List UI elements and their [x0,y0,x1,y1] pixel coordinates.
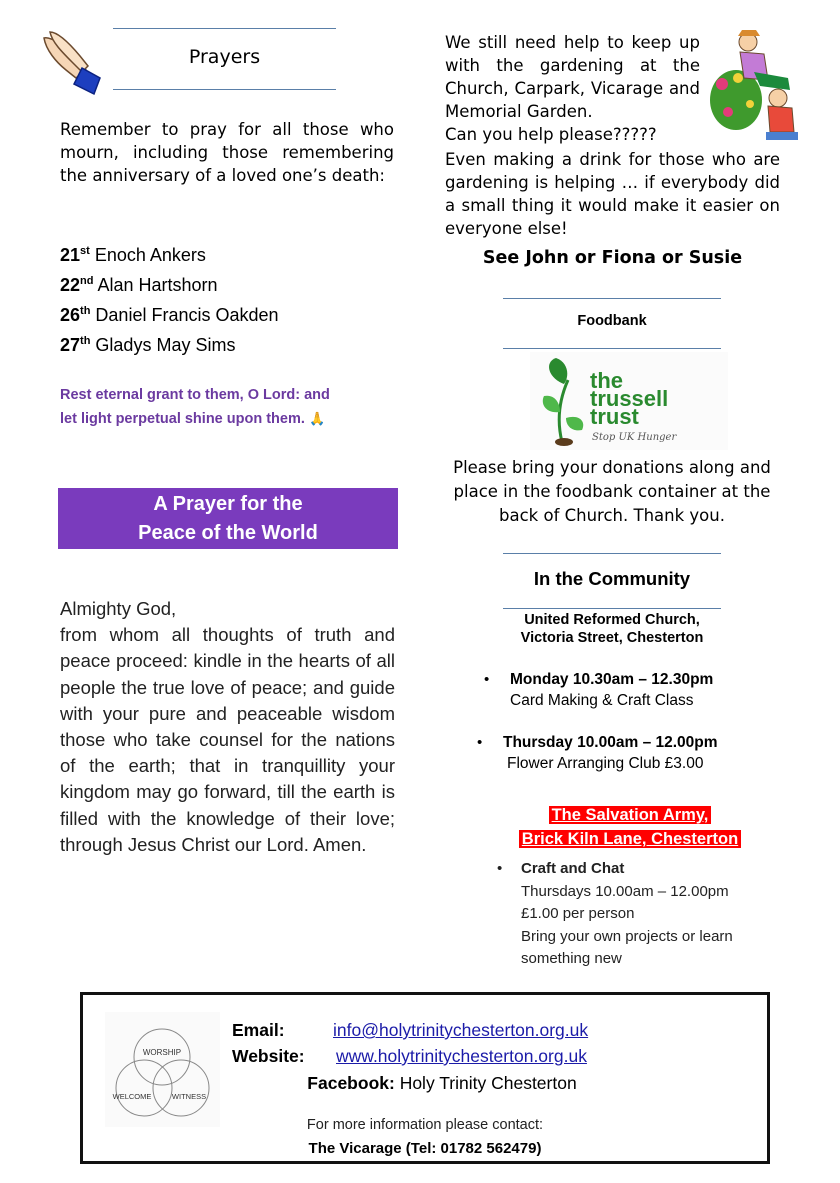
email-link[interactable]: info@holytrinitychesterton.org.uk [333,1020,589,1040]
venn-label-welcome: WELCOME [112,1092,152,1101]
bullet-icon: • [497,860,503,877]
trussell-trust-logo [530,352,728,450]
prayers-title: Prayers [188,46,261,68]
logo-word-trussell: trussell [590,386,669,411]
gardening-drink-note: Even making a drink for those who are gardening is helping … if everybody did a small thing it would make it easier on everyone else! [445,150,780,238]
salvation-army-heading: The Salvation Army, Brick Kiln Lane, Chesterton [480,803,780,851]
community-item-monday: • Monday 10.30am – 12.30pm Card Making & Craft Class [484,671,714,709]
praying-hands-glyph-icon: 🙏 [308,411,326,426]
craft-and-chat: • Craft and Chat Thursdays 10.00am – 12.00pm £1.00 per person Bring your own projects or learn something new [497,860,733,967]
foodbank-bottom-rule [503,348,721,349]
website-row: Website: www.holytrinitychesterton.org.uk [232,1046,587,1066]
vicarage-phone: The Vicarage (Tel: 01782 562479) [308,1140,542,1157]
logo-tagline: Stop UK Hunger [592,432,677,443]
bullet-icon: • [477,734,483,751]
name-entry: 22nd Alan Hartshorn [60,275,218,295]
names-list [60,238,390,358]
contact-note: For more information please contact: [306,1117,544,1133]
email-row: Email: info@holytrinitychesterton.org.uk [232,1020,589,1040]
logo-word-the: the [590,368,623,393]
logo-word-trust: trust [590,404,639,429]
foodbank-title: Foodbank [577,313,647,329]
name-entry: 27th Gladys May Sims [60,335,236,355]
sprout-icon [538,356,588,446]
rest-eternal-text: Rest eternal grant to them, O Lord: and let light perpetual shine upon them. 🙏 [60,387,330,427]
foodbank-donations-text: Please bring your donations along and place in the foodbank container at the back of Church. Thank you. [453,458,771,525]
community-bottom-rule [503,608,721,609]
gardening-illustration [708,28,798,140]
worship-welcome-witness-diagram [105,1012,220,1127]
website-link[interactable]: www.holytrinitychesterton.org.uk [336,1046,587,1066]
facebook-row: Facebook: Holy Trinity Chesterton [307,1073,577,1093]
peace-prayer-banner: A Prayer for the Peace of the World [58,488,398,549]
gardening-contacts: See John or Fiona or Susie [482,248,743,268]
prayers-top-rule [113,28,336,29]
mourn-intro: Remember to pray for all those who mourn, including those remembering the anniversary of a loved one’s death: [60,120,394,185]
community-top-rule [503,553,721,554]
venn-label-witness: WITNESS [171,1092,207,1101]
foodbank-top-rule [503,298,721,299]
peace-prayer-text: Almighty God, from whom all thoughts of truth and peace proceed: kindle in the hearts of all people the true love of peace; and guide with your pure and peaceable wisdom those who take counsel for the nations of the earth; that in tranquillity your kingdom may go forward, till the earth is filled with the knowledge of their love; through Jesus Christ our Lord. Amen. [60,598,395,855]
praying-hands-icon [38,26,108,96]
bullet-icon: • [484,671,490,688]
urc-address: United Reformed Church, Victoria Street, Chesterton [520,612,704,646]
name-entry: 26th Daniel Francis Oakden [60,305,279,325]
gardening-appeal: We still need help to keep up with the gardening at the Church, Carpark, Vicarage and Memorial Garden. Can you help please????? [445,33,700,144]
name-entry: 21st Enoch Ankers [60,245,206,265]
community-item-thursday: • Thursday 10.00am – 12.00pm Flower Arranging Club £3.00 [477,734,718,772]
facebook-page: Holy Trinity Chesterton [394,1073,577,1093]
community-title: In the Community [533,568,691,589]
venn-label-worship: WORSHIP [142,1048,182,1057]
prayers-bottom-rule [113,89,336,90]
